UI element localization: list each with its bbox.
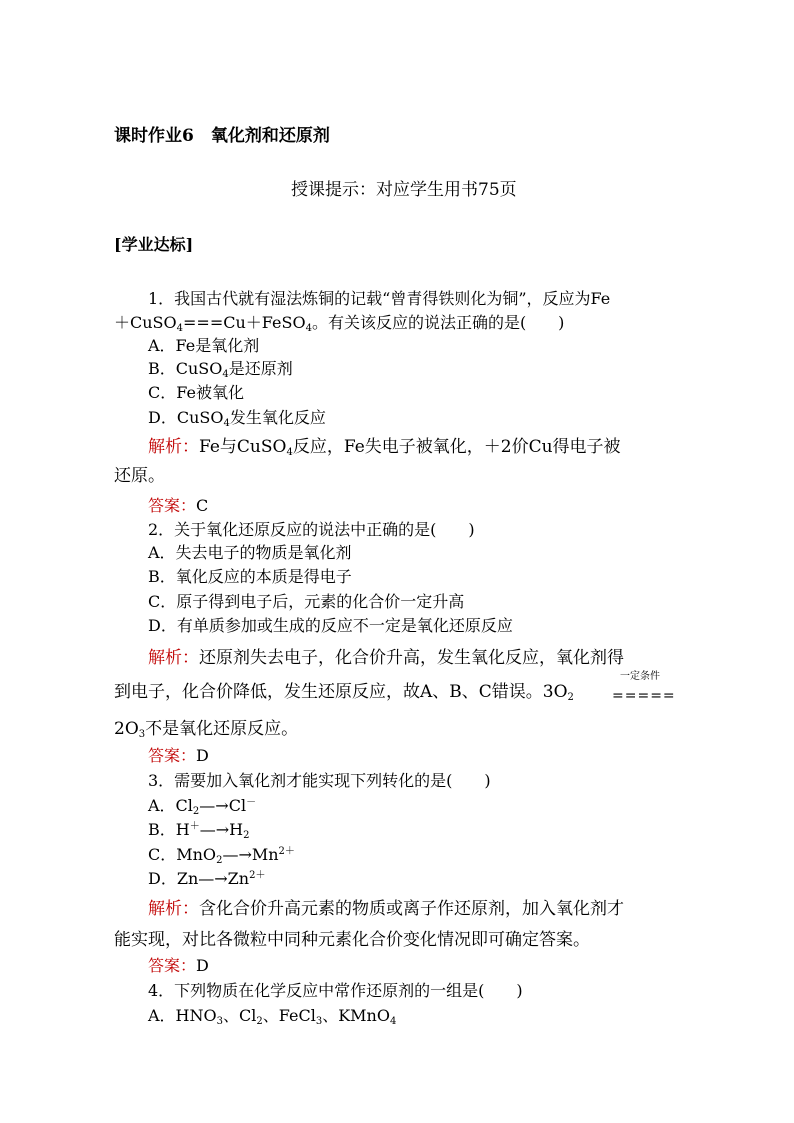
q3-analysis-line2: 能实现，对比各微粒中同种元素化合价变化情况即可确定答案。 [114, 930, 590, 950]
q1-stem-line1: 1．我国古代就有湿法炼铜的记载“曾青得铁则化为铜”，反应为Fe [148, 289, 611, 308]
q2-analysis-line2: 到电子，化合价降低，发生还原反应，故A、B、C错误。$3O_2$ [114, 682, 574, 703]
q2-option-c: C．原子得到电子后，元素的化合价一定升高 [148, 592, 465, 611]
q2-answer: 答案：D [148, 746, 209, 765]
q1-option-c: C．Fe被氧化 [148, 383, 244, 402]
q3-answer: 答案：D [148, 956, 209, 975]
q1-option-b: B．CuSO$_4$是还原剂 [148, 359, 293, 380]
q3-analysis-line1: 解析：含化合价升高元素的物质或离子作还原剂，加入氧化剂才 [148, 899, 624, 919]
q2-analysis-line1: 解析：还原剂失去电子，化合价升高，发生氧化反应，氧化剂得 [148, 648, 624, 668]
q1-option-a: A．Fe是氧化剂 [148, 336, 260, 355]
section-heading: [学业达标] [114, 235, 194, 254]
q2-option-b: B．氧化反应的本质是得电子 [148, 567, 352, 586]
q1-option-d: D．CuSO$_4$发生氧化反应 [148, 408, 326, 429]
q3-option-a: A．$Cl_2—\to Cl^-$ [148, 796, 257, 817]
q2-analysis-line3: $2O_3$不是氧化还原反应。 [114, 719, 299, 740]
q3-stem: 3．需要加入氧化剂才能实现下列转化的是( ) [148, 771, 491, 790]
q2-equation-sign: ===== [612, 688, 676, 704]
q3-option-b: B．$H^+—\to H_2$ [148, 820, 250, 841]
q2-condition-label: 一定条件 [620, 671, 660, 682]
page-title: 课时作业6 氧化剂和还原剂 [114, 126, 330, 146]
textbook-hint: 授课提示：对应学生用书75页 [291, 180, 517, 200]
q2-option-d: D．有单质参加或生成的反应不一定是氧化还原反应 [148, 616, 513, 635]
q1-answer: 答案：C [148, 496, 209, 515]
q2-stem: 2．关于氧化还原反应的说法中正确的是( ) [148, 520, 475, 539]
q3-option-d: D．$Zn—\to Zn^{2+}$ [148, 869, 266, 888]
q1-analysis-line1: 解析：Fe与CuSO$_4$反应，Fe失电子被氧化，＋2价Cu得电子被 [148, 437, 621, 458]
q4-stem: 4．下列物质在化学反应中常作还原剂的一组是( ) [148, 981, 523, 1000]
q2-option-a: A．失去电子的物质是氧化剂 [148, 543, 352, 562]
q4-option-a: A．$HNO_3$、$Cl_2$、FeCl$_3$、KMnO$_4$ [148, 1006, 397, 1027]
q1-stem-line2: ＋CuSO$_4$===Cu＋FeSO$_4$。有关该反应的说法正确的是( ) [114, 313, 565, 334]
q1-analysis-line2: 还原。 [114, 466, 165, 486]
q3-option-c: C．$MnO_2—\to Mn^{2+}$ [148, 845, 295, 866]
